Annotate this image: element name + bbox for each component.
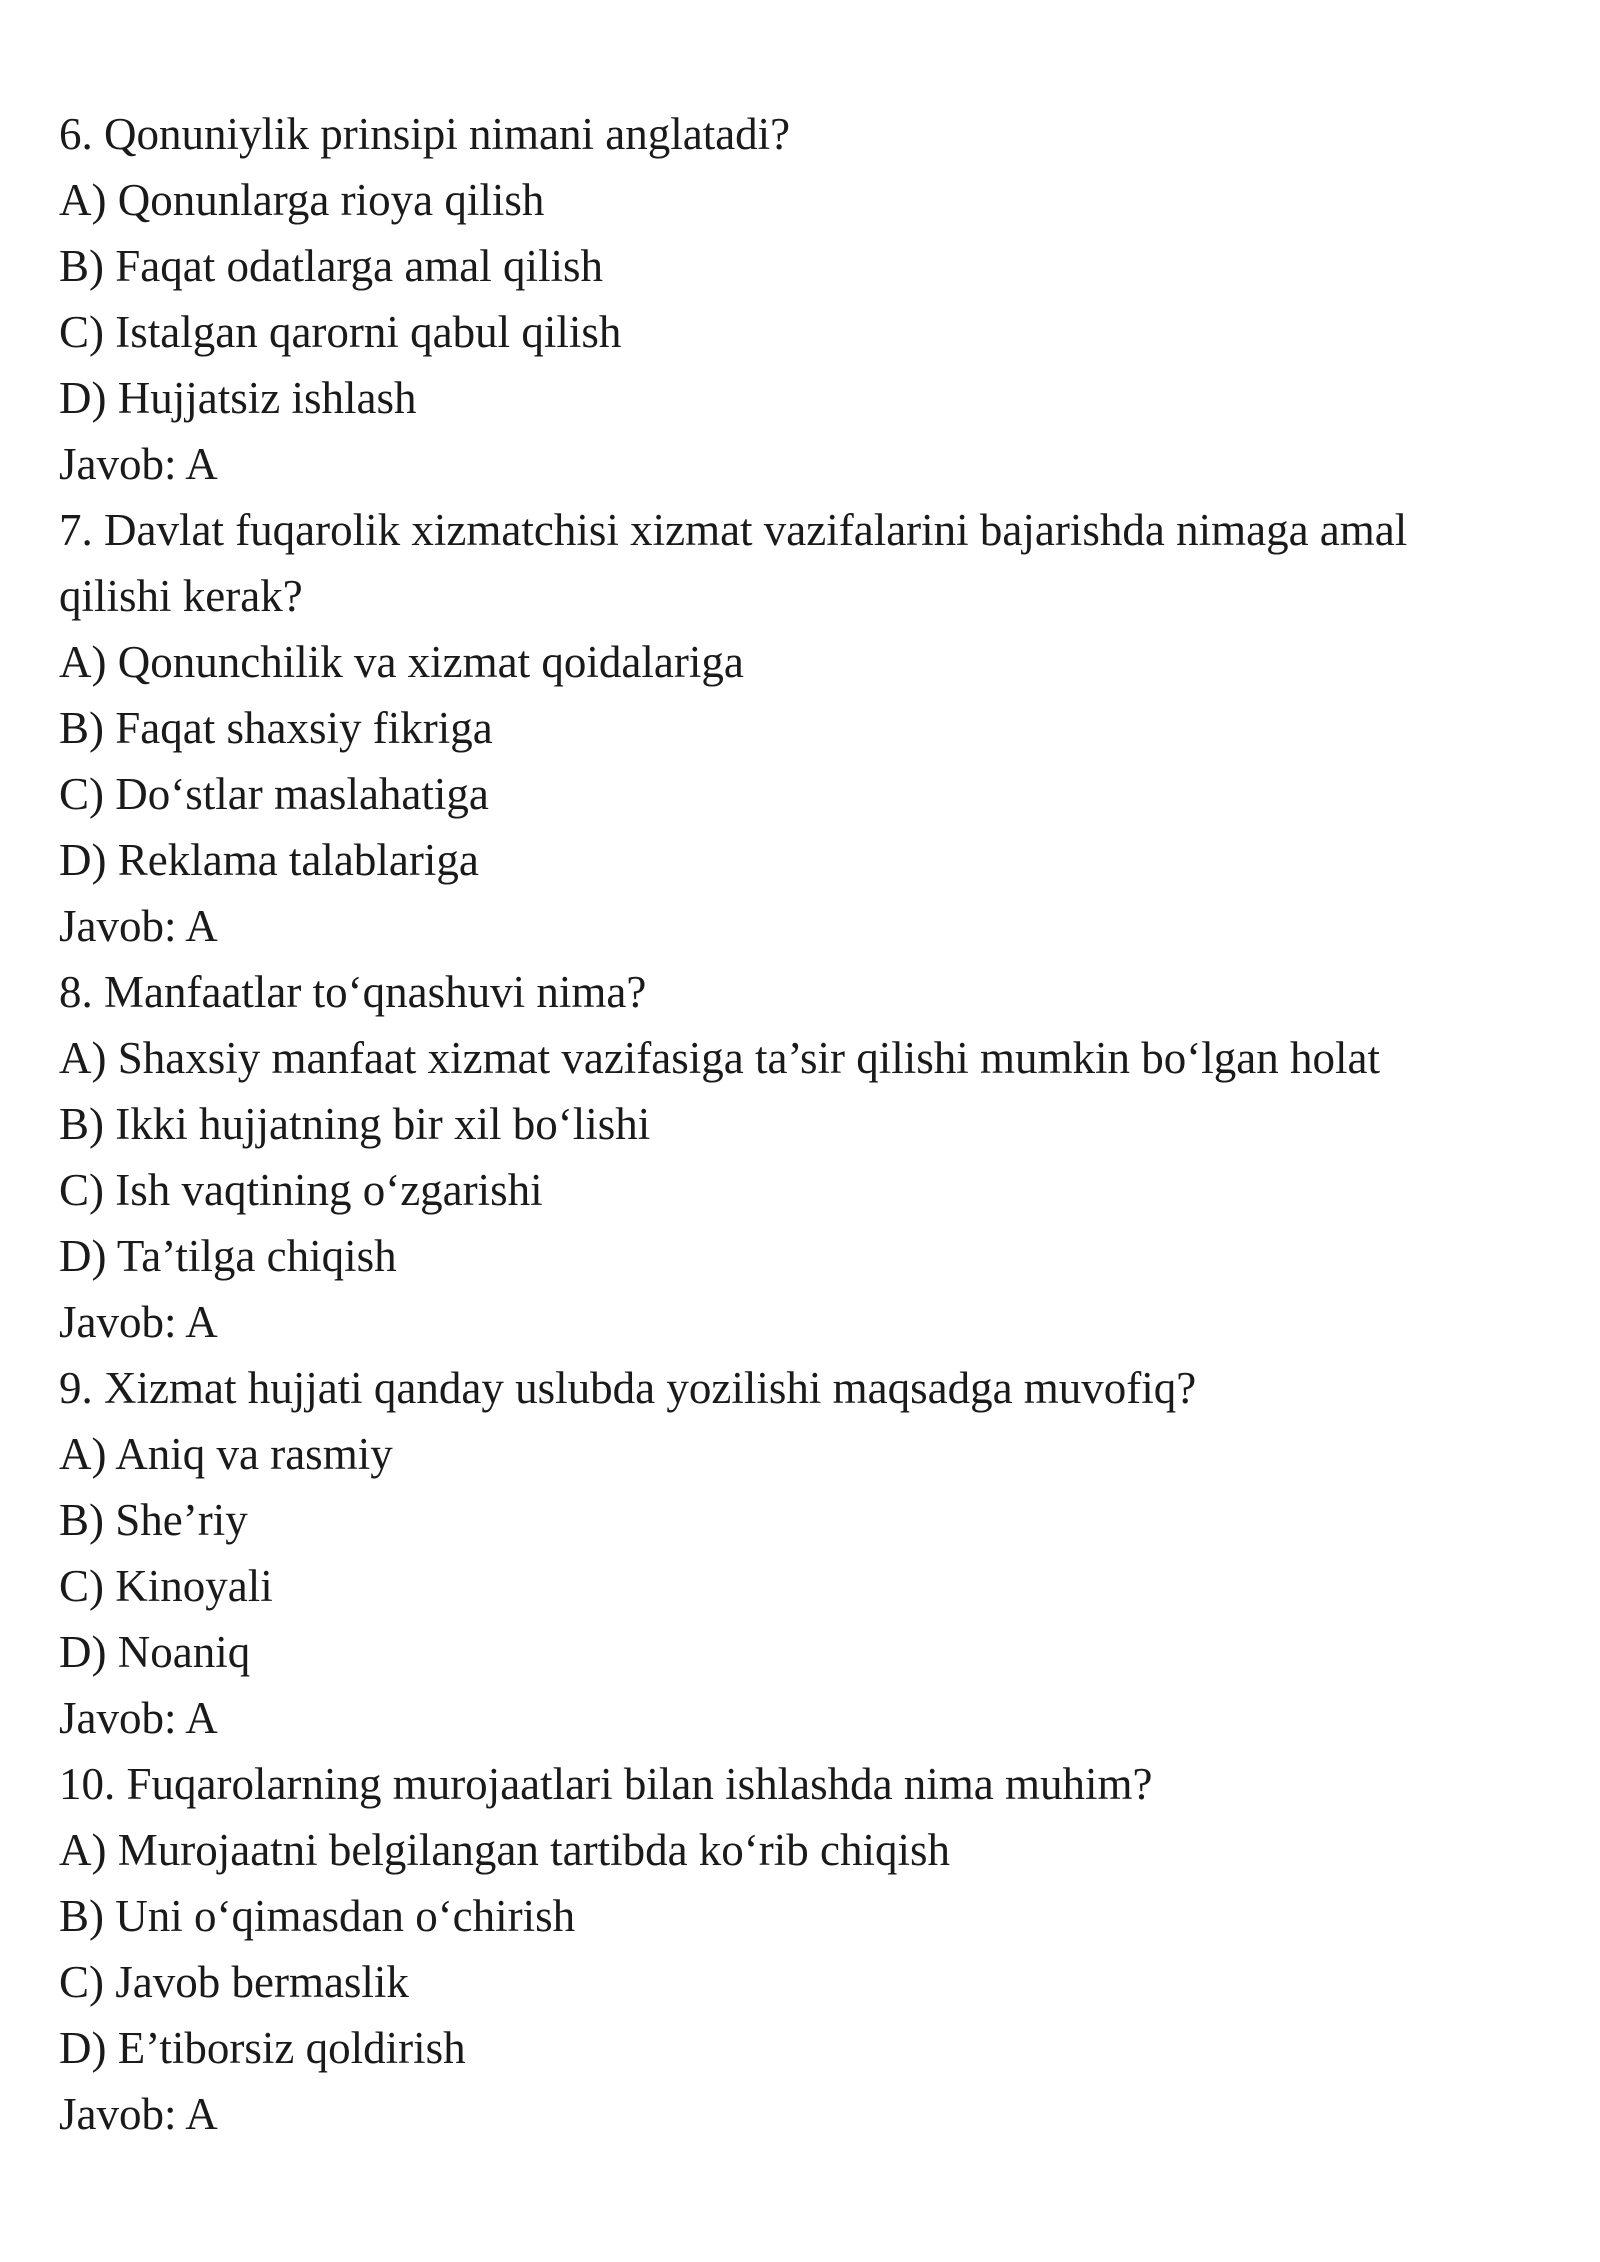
option-c: C) Do‘stlar maslahatiga	[59, 769, 489, 819]
option-b: B) Faqat shaxsiy fikriga	[59, 703, 493, 753]
question-6	[59, 101, 1529, 497]
question-title: 9. Xizmat hujjati qanday uslubda yozilishi maqsadga muvofiq?	[59, 1363, 1197, 1413]
option-c: C) Javob bermaslik	[59, 1957, 409, 2007]
option-a: A) Aniq va rasmiy	[59, 1429, 393, 1479]
answer-line: Javob: A	[59, 1693, 218, 1743]
document-page	[59, 101, 1529, 2147]
question-8	[59, 959, 1529, 1355]
question-title: 10. Fuqarolarning murojaatlari bilan ishlashda nima muhim?	[59, 1759, 1153, 1809]
question-9	[59, 1355, 1529, 1751]
question-title: 8. Manfaatlar to‘qnashuvi nima?	[59, 967, 647, 1017]
option-a: A) Murojaatni belgilangan tartibda ko‘rib chiqish	[59, 1825, 951, 1875]
option-d: D) Ta’tilga chiqish	[59, 1231, 397, 1281]
option-c: C) Istalgan qarorni qabul qilish	[59, 307, 622, 357]
answer-line: Javob: A	[59, 2089, 218, 2139]
option-a: A) Qonunlarga rioya qilish	[59, 175, 545, 225]
question-7	[59, 497, 1529, 959]
option-c: C) Kinoyali	[59, 1561, 273, 1611]
option-b: B) Ikki hujjatning bir xil bo‘lishi	[59, 1099, 651, 1149]
answer-line: Javob: A	[59, 901, 218, 951]
option-d: D) Reklama talablariga	[59, 835, 479, 885]
question-title: 6. Qonuniylik prinsipi nimani anglatadi?	[59, 109, 791, 159]
option-d: D) E’tiborsiz qoldirish	[59, 2023, 466, 2073]
option-b: B) Uni o‘qimasdan o‘chirish	[59, 1891, 576, 1941]
option-b: B) She’riy	[59, 1495, 248, 1545]
option-a: A) Qonunchilik va xizmat qoidalariga	[59, 637, 744, 687]
option-c: C) Ish vaqtining o‘zgarishi	[59, 1165, 543, 1215]
question-title: 7. Davlat fuqarolik xizmatchisi xizmat vazifalarini bajarishda nimaga amal qilishi kerak?	[59, 505, 1408, 621]
option-d: D) Hujjatsiz ishlash	[59, 373, 417, 423]
answer-line: Javob: A	[59, 1297, 218, 1347]
option-b: B) Faqat odatlarga amal qilish	[59, 241, 604, 291]
option-a: A) Shaxsiy manfaat xizmat vazifasiga ta’sir qilishi mumkin bo‘lgan holat	[59, 1033, 1380, 1083]
option-d: D) Noaniq	[59, 1627, 251, 1677]
answer-line: Javob: A	[59, 439, 218, 489]
question-10	[59, 1751, 1529, 2147]
